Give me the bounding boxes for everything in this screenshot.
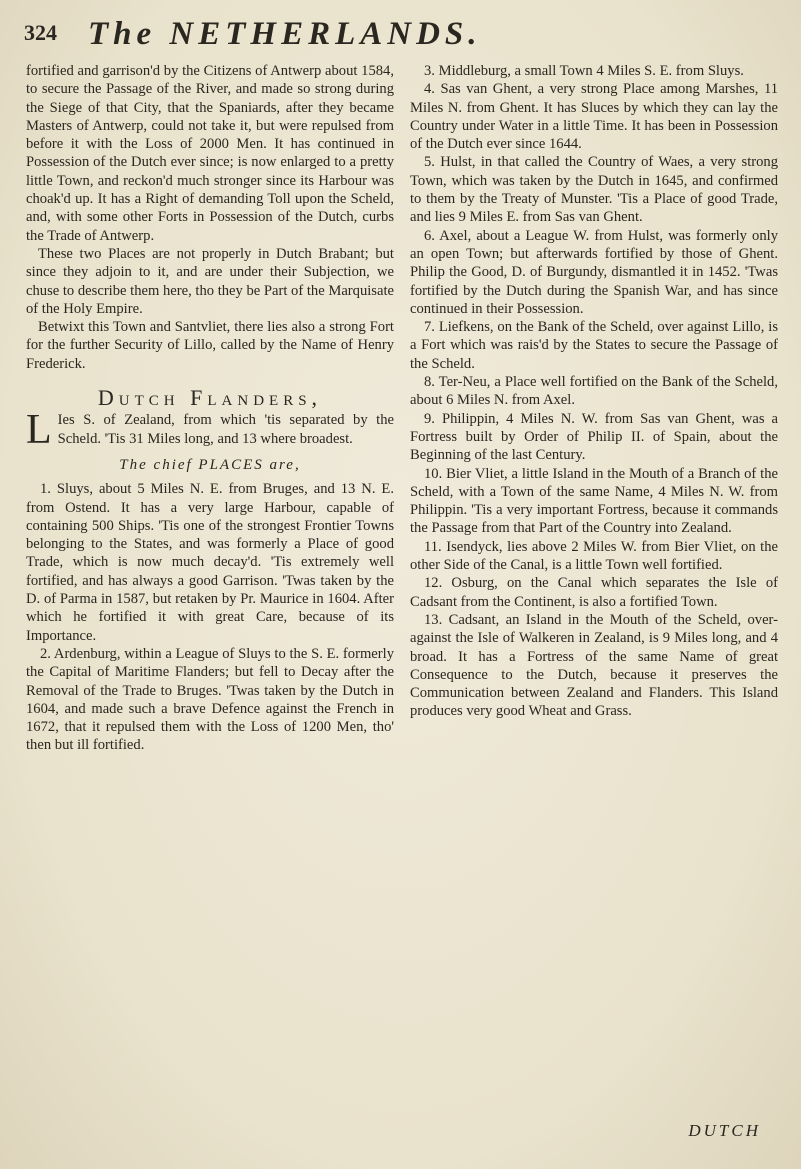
place-entry: 11. Isendyck, lies above 2 Miles W. from Bier Vliet, on the other Side of the Canal, is a little Town well fortified. — [410, 538, 778, 574]
right-column — [410, 62, 778, 721]
place-entry: 4. Sas van Ghent, a very strong Place among Marshes, 11 Miles N. from Ghent. It has Sluces by which they can lay the Country under Water in a little Time. It has been in Possession of the Dutch ever since 1644. — [410, 81, 778, 153]
paragraph-lillo: fortified and garrison'd by the Citizens of Antwerp about 1584, to secure the Passage of the River, and made so strong during the Siege of that City, that the Spaniards, after they became Masters of Antwerp, could not take it, but were repulsed from before it with the Loss of 2000 Men. It has continued in Possession of the Dutch ever since; is now enlarged to a pretty little Town, and reckon'd much stronger since its Harbour was choak'd up. It has a Right of demanding Toll upon the Scheld, and, with some other Forts in Possession of the Dutch, curbs the Trade of Antwerp. — [26, 63, 394, 244]
section-heading: Dutch Flanders, — [97, 385, 323, 411]
place-entry: 9. Philippin, 4 Miles N. W. from Sas van Ghent, was a Fortress built by Order of Philip II. of Spain, about the Beginning of the last Century. — [410, 410, 778, 464]
place-entry: 6. Axel, about a League W. from Hulst, was formerly only an open Town; but afterwards fortified by those of Ghent. Philip the Good, D. of Burgundy, dismantled it in 1452. 'Twas fortified by the Dutch during the Spanish War, and has since continued in their Possession. — [410, 227, 778, 317]
chief-places-subheading: The chief PLACES are, — [119, 456, 301, 473]
place-entry: 2. Ardenburg, within a League of Sluys to the S. E. formerly the Capital of Maritime Flanders; but fell to Decay after the Removal of the Trade to Bruges. 'Twas taken by the Dutch in 1604, and made such a brave Defence against the French in 1672, that it repulsed them with the Loss of 1200 Men, tho' then but ill fortified. — [26, 645, 394, 754]
catchword: DUTCH — [688, 1121, 761, 1140]
place-entry: 7. Liefkens, on the Bank of the Scheld, over against Lillo, is a Fort which was rais'd by the States to secure the Passage of the Scheld. — [410, 319, 778, 372]
place-entry: 1. Sluys, about 5 Miles N. E. from Bruges, and 13 N. E. from Ostend. It has a very large Harbour, capable of containing 500 Ships. 'Tis one of the strongest Frontier Towns belonging to the States, and was formerly a Place of good Trade, which is now much decay'd. 'Tis extremely well fortified, and has always a good Garrison. 'Twas taken by the D. of Parma in 1587, but retaken by Pr. Maurice in 1604. After which he fortified it with great Care, because of its Importance. — [26, 481, 394, 644]
left-column — [26, 62, 394, 755]
paragraph-brabant: These two Places are not properly in Dutch Brabant; but since they adjoin to it, and are under their Subjection, we chuse to describe them here, tho they be Part of the Marquisate of the Holy Empire. — [26, 245, 394, 317]
page-number: 324 — [24, 20, 57, 45]
place-entry: 8. Ter-Neu, a Place well fortified on the Bank of the Scheld, about 6 Miles N. from Axel. — [410, 374, 778, 409]
drop-cap: L — [26, 407, 52, 454]
place-entry: 5. Hulst, in that called the Country of Waes, a very strong Town, which was taken by the Dutch in 1645, and confirmed to them by the Treaty of Munster. 'Tis a Place of good Trade, and lies 9 Miles E. from Sas van Ghent. — [410, 154, 778, 226]
intro-text: Ies S. of Zealand, from which 'tis separated by the Scheld. 'Tis 31 Miles long, and 13 where broadest. — [57, 412, 394, 447]
page-header — [24, 16, 777, 56]
running-title: The NETHERLANDS. — [88, 16, 482, 52]
paragraph-fort: Betwixt this Town and Santvliet, there lies also a strong Fort for the further Security of Lillo, called by the Name of Henry Frederick. — [26, 319, 394, 372]
place-entry: 10. Bier Vliet, a little Island in the Mouth of a Branch of the Scheld, with a Town of the same Name, 4 Miles N. W. from Philippin. 'Tis a very important Fortress, because it commands the Passage from that Part of the Country into Zealand. — [410, 465, 778, 537]
place-entry: 3. Middleburg, a small Town 4 Miles S. E. from Sluys. — [424, 63, 744, 79]
place-entry: 12. Osburg, on the Canal which separates the Isle of Cadsant from the Continent, is also a fortified Town. — [410, 575, 778, 610]
intro-paragraph — [26, 407, 394, 454]
place-entry: 13. Cadsant, an Island in the Mouth of the Scheld, over-against the Isle of Walkeren in Zealand, is 9 Miles long, and 4 broad. It has a Fortress of the same Name of great Consequence to the Dutch, because it preserves the Communication between Zealand and Flanders. This Island produces very good Wheat and Grass. — [410, 611, 778, 720]
